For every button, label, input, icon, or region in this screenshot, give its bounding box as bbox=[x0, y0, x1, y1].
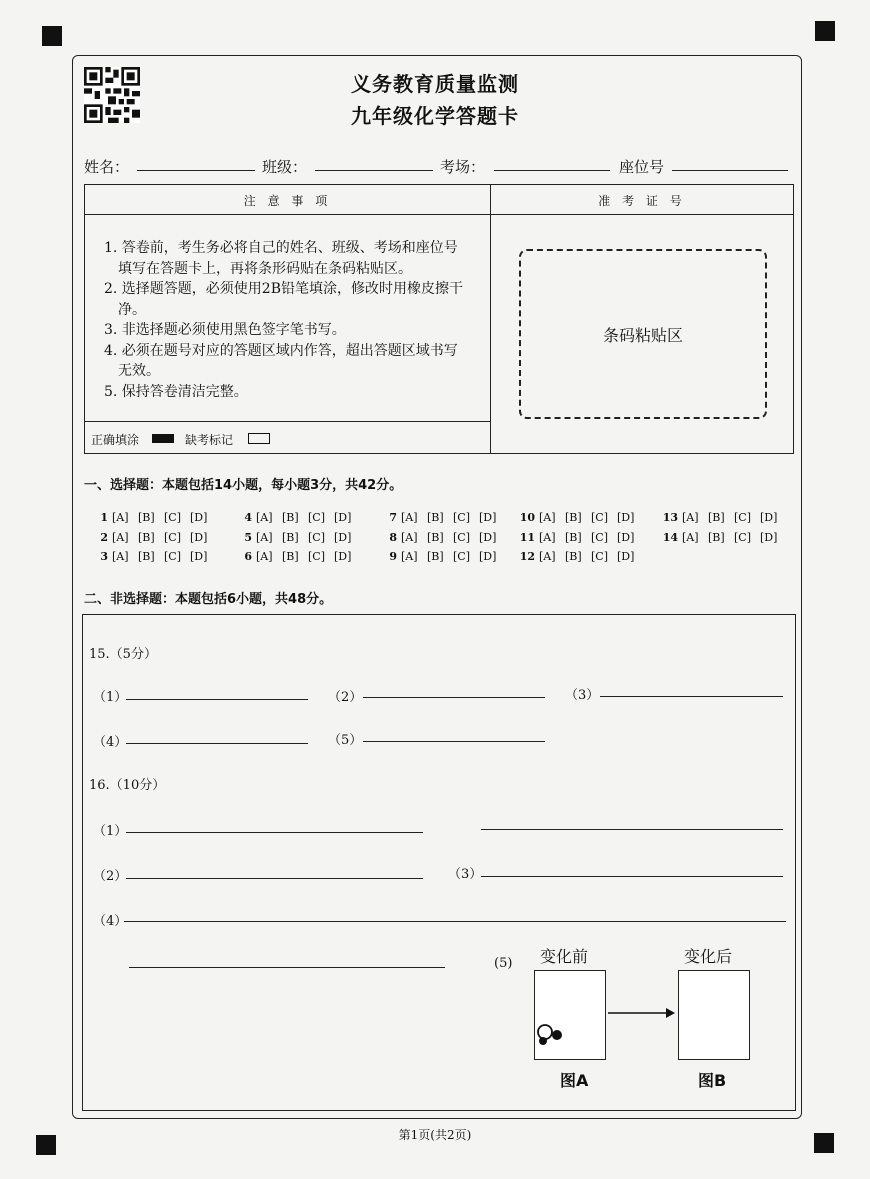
mc-option[interactable]: [B] bbox=[565, 550, 582, 563]
figure-before-caption: 变化前 bbox=[540, 947, 589, 966]
mc-option[interactable]: [D] bbox=[479, 531, 497, 544]
q16-blank-1-label: （1） bbox=[93, 824, 128, 839]
divider bbox=[84, 421, 491, 422]
q15-blank-4[interactable] bbox=[126, 743, 308, 744]
q16-label: 16.（10分） bbox=[89, 778, 166, 793]
q16-blank-2-label: （2） bbox=[93, 869, 128, 884]
q16-blank-4b[interactable] bbox=[129, 967, 445, 968]
absent-mark-box[interactable] bbox=[248, 433, 270, 444]
barcode-area-label: 条码粘贴区 bbox=[602, 325, 683, 345]
name-label: 姓名： bbox=[84, 158, 130, 176]
mc-option[interactable]: [C] bbox=[308, 550, 325, 563]
mc-question bbox=[381, 511, 505, 524]
title-line-2: 九年级化学答题卡 bbox=[351, 104, 519, 128]
mc-question-number: 6 bbox=[244, 550, 252, 563]
q15-blank-5-label: （5） bbox=[328, 733, 363, 748]
figure-a-caption: 图A bbox=[560, 1071, 589, 1090]
q16-blank-2[interactable] bbox=[126, 878, 423, 879]
mc-option[interactable]: [A] bbox=[401, 550, 418, 563]
mc-option[interactable]: [D] bbox=[190, 511, 208, 524]
barcode-area bbox=[519, 249, 767, 419]
q15-blank-2[interactable] bbox=[363, 697, 545, 698]
mc-question bbox=[381, 531, 505, 544]
mc-question bbox=[92, 531, 216, 544]
mc-option[interactable]: [C] bbox=[453, 550, 470, 563]
mc-option[interactable]: [C] bbox=[164, 511, 181, 524]
mc-option[interactable]: [A] bbox=[539, 511, 556, 524]
mc-option[interactable]: [D] bbox=[479, 550, 497, 563]
mc-option[interactable]: [B] bbox=[282, 550, 299, 563]
mc-option[interactable]: [B] bbox=[427, 550, 444, 563]
mc-question-number: 5 bbox=[244, 531, 252, 544]
mc-option[interactable]: [D] bbox=[334, 511, 352, 524]
notice-item: 2. 选择题答题，必须使用2B铅笔填涂，修改时用橡皮擦干 bbox=[104, 281, 464, 297]
mc-option[interactable]: [B] bbox=[138, 550, 155, 563]
mc-option[interactable]: [A] bbox=[682, 531, 699, 544]
q15-blank-1[interactable] bbox=[126, 699, 308, 700]
mc-option[interactable]: [C] bbox=[591, 550, 608, 563]
mc-option[interactable]: [B] bbox=[565, 531, 582, 544]
q15-blank-5[interactable] bbox=[363, 741, 545, 742]
class-label: 班级： bbox=[262, 158, 308, 176]
mc-option[interactable]: [A] bbox=[112, 531, 129, 544]
mc-option[interactable]: [B] bbox=[427, 531, 444, 544]
mc-question-number: 1 bbox=[100, 511, 108, 524]
mc-option[interactable]: [B] bbox=[282, 511, 299, 524]
q16-blank-4-label: （4） bbox=[93, 914, 128, 929]
mc-question bbox=[662, 511, 786, 524]
page-footer: 第1页(共2页) bbox=[398, 1128, 472, 1142]
mc-option[interactable]: [A] bbox=[112, 550, 129, 563]
correct-fill-sample bbox=[152, 434, 174, 443]
mc-question-number: 13 bbox=[662, 511, 678, 524]
arrow-right-icon bbox=[608, 1006, 676, 1020]
mc-question bbox=[236, 531, 360, 544]
mc-question-number: 9 bbox=[389, 550, 397, 563]
registration-mark-top-left bbox=[42, 26, 62, 46]
q16-blank-1b[interactable] bbox=[481, 829, 783, 830]
correct-fill-label: 正确填涂 bbox=[91, 433, 140, 447]
q16-blank-5-label: (5) bbox=[494, 956, 513, 971]
notice-item: 填写在答题卡上，再将条形码贴在条码粘贴区。 bbox=[118, 260, 412, 277]
q16-blank-4a[interactable] bbox=[124, 921, 786, 922]
mc-option[interactable]: [A] bbox=[256, 531, 273, 544]
mc-question bbox=[519, 511, 643, 524]
mc-option[interactable]: [B] bbox=[138, 511, 155, 524]
mc-option[interactable]: [D] bbox=[617, 511, 635, 524]
seat-label: 座位号 bbox=[619, 158, 665, 176]
mc-option[interactable]: [C] bbox=[308, 531, 325, 544]
mc-question bbox=[662, 531, 786, 544]
mc-question-number: 14 bbox=[662, 531, 678, 544]
mc-option[interactable]: [C] bbox=[453, 511, 470, 524]
divider bbox=[84, 214, 794, 215]
q15-blank-4-label: （4） bbox=[93, 735, 128, 750]
molecule-icon bbox=[536, 1022, 566, 1048]
mc-option[interactable]: [D] bbox=[479, 511, 497, 524]
q15-blank-3-label: （3） bbox=[565, 688, 600, 703]
mc-option[interactable]: [C] bbox=[734, 511, 751, 524]
mc-option[interactable]: [D] bbox=[617, 550, 635, 563]
mc-option[interactable]: [D] bbox=[334, 550, 352, 563]
q15-label: 15.（5分） bbox=[89, 647, 157, 662]
mc-option[interactable]: [D] bbox=[334, 531, 352, 544]
notice-item: 净。 bbox=[118, 301, 146, 318]
mc-option[interactable]: [B] bbox=[282, 531, 299, 544]
mc-option[interactable]: [A] bbox=[401, 511, 418, 524]
mc-option[interactable]: [A] bbox=[401, 531, 418, 544]
mc-question-number: 2 bbox=[100, 531, 108, 544]
mc-option[interactable]: [C] bbox=[308, 511, 325, 524]
figure-b-box bbox=[678, 970, 750, 1060]
mc-option[interactable]: [B] bbox=[708, 511, 725, 524]
notice-heading: 注 意 事 项 bbox=[243, 194, 332, 208]
mc-question-number: 11 bbox=[519, 531, 535, 544]
mc-option[interactable]: [C] bbox=[591, 511, 608, 524]
mc-question-number: 4 bbox=[244, 511, 252, 524]
notice-list bbox=[104, 238, 484, 402]
mc-question bbox=[92, 550, 216, 563]
mc-question bbox=[236, 511, 360, 524]
ticket-heading: 准 考 证 号 bbox=[598, 194, 686, 208]
mc-question bbox=[519, 531, 643, 544]
mc-question bbox=[381, 550, 505, 563]
notice-item: 无效。 bbox=[118, 363, 160, 379]
mc-question bbox=[92, 511, 216, 524]
section2-title: 二、非选择题：本题包括6小题，共48分。 bbox=[84, 592, 333, 607]
mc-question-number: 10 bbox=[519, 511, 535, 524]
q16-blank-1a[interactable] bbox=[126, 832, 423, 833]
name-field[interactable] bbox=[137, 170, 255, 171]
mc-question-number: 7 bbox=[389, 511, 397, 524]
section1-title: 一、选择题：本题包括14小题，每小题3分，共42分。 bbox=[84, 478, 403, 493]
mc-option[interactable]: [D] bbox=[190, 550, 208, 563]
mc-option[interactable]: [B] bbox=[565, 511, 582, 524]
mc-option[interactable]: [D] bbox=[617, 531, 635, 544]
mc-question bbox=[236, 550, 360, 563]
q15-blank-3[interactable] bbox=[600, 696, 783, 697]
mc-option[interactable]: [D] bbox=[190, 531, 208, 544]
notice-item: 3. 非选择题必须使用黑色签字笔书写。 bbox=[104, 322, 346, 338]
mc-option[interactable]: [C] bbox=[453, 531, 470, 544]
room-label: 考场： bbox=[440, 158, 486, 176]
q16-blank-3-label: （3） bbox=[448, 867, 483, 882]
mc-option[interactable]: [A] bbox=[256, 550, 273, 563]
mc-question-number: 12 bbox=[519, 550, 535, 563]
mc-question bbox=[519, 550, 643, 563]
mc-question-number: 3 bbox=[100, 550, 108, 563]
mc-option[interactable]: [A] bbox=[539, 531, 556, 544]
figure-b-caption: 图B bbox=[698, 1071, 727, 1090]
class-field[interactable] bbox=[315, 170, 433, 171]
mc-option[interactable]: [C] bbox=[734, 531, 751, 544]
registration-mark-top-right bbox=[815, 21, 835, 41]
q15-blank-1-label: （1） bbox=[93, 690, 128, 705]
seat-field[interactable] bbox=[672, 170, 788, 171]
notice-item: 1. 答卷前，考生务必将自己的姓名、班级、考场和座位号 bbox=[104, 240, 458, 256]
mc-question-number: 8 bbox=[389, 531, 397, 544]
room-field[interactable] bbox=[494, 170, 610, 171]
mc-option[interactable]: [C] bbox=[164, 531, 181, 544]
mc-option[interactable]: [A] bbox=[539, 550, 556, 563]
mc-option[interactable]: [A] bbox=[256, 511, 273, 524]
notice-item: 5. 保持答卷清洁完整。 bbox=[104, 383, 248, 400]
q15-blank-2-label: （2） bbox=[328, 690, 363, 705]
absent-mark-label: 缺考标记 bbox=[185, 433, 234, 447]
mc-option[interactable]: [A] bbox=[112, 511, 129, 524]
mc-option[interactable]: [A] bbox=[682, 511, 699, 524]
notice-item: 4. 必须在题号对应的答题区域内作答，超出答题区域书写 bbox=[104, 342, 458, 359]
mc-option[interactable]: [D] bbox=[760, 531, 778, 544]
mc-option[interactable]: [C] bbox=[164, 550, 181, 563]
mc-option[interactable]: [B] bbox=[427, 511, 444, 524]
q16-blank-3[interactable] bbox=[481, 876, 783, 877]
mc-option[interactable]: [B] bbox=[138, 531, 155, 544]
figure-after-caption: 变化后 bbox=[684, 947, 733, 966]
title-line-1: 义务教育质量监测 bbox=[351, 72, 519, 96]
mc-option[interactable]: [D] bbox=[760, 511, 778, 524]
mc-option[interactable]: [C] bbox=[591, 531, 608, 544]
mc-option[interactable]: [B] bbox=[708, 531, 725, 544]
